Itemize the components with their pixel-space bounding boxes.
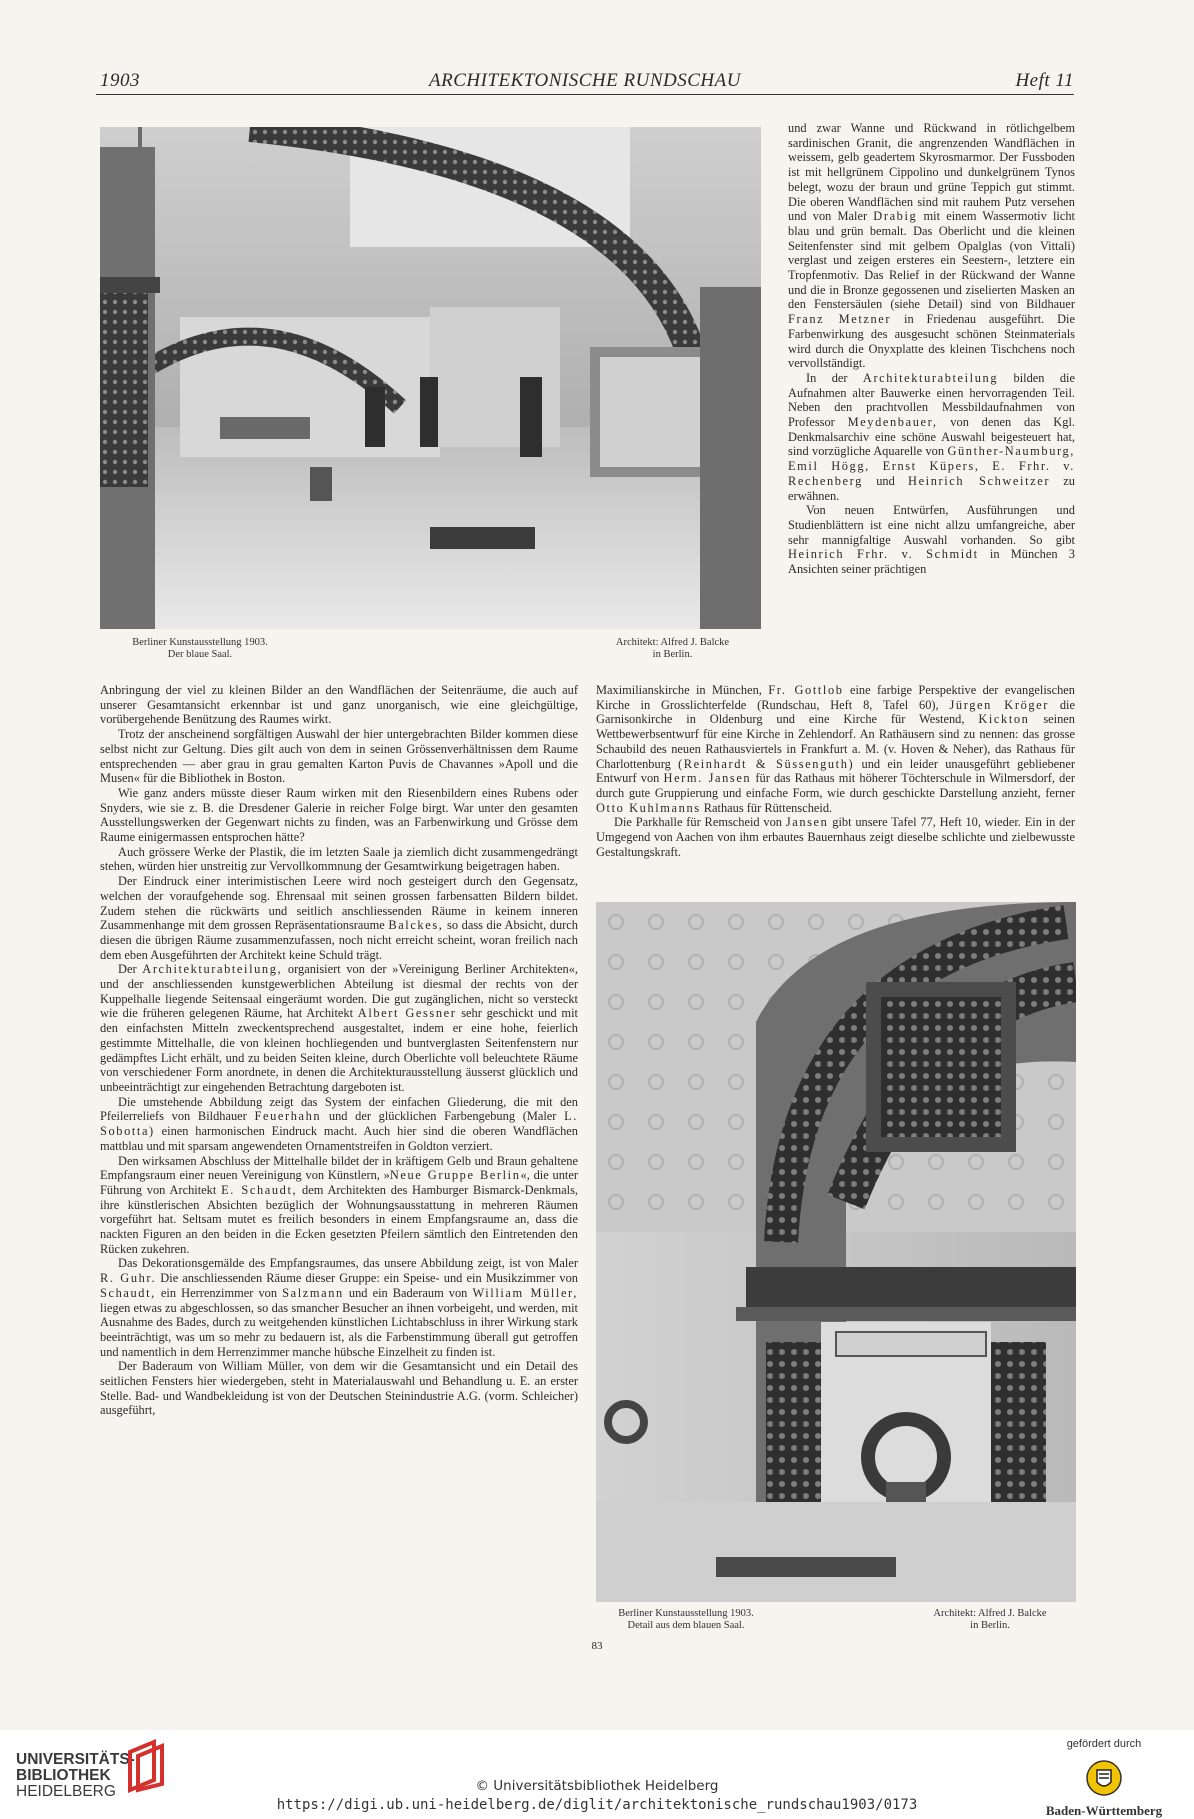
name-run: Balckes, — [388, 918, 444, 933]
text-run: in Friedenau ausgeführt. Die Farbenwirkung des ausgesucht schönen Steinmaterials wird durch die Onyxplatte des kleinen Tischchens noch vervollständigt. — [788, 312, 1076, 371]
text-run: Maximilianskirche in München, — [596, 683, 762, 697]
text-run: Die anschliessenden Räume dieser Gruppe: ein Speise- und ein Musikzimmer von — [160, 1271, 578, 1286]
paragraph: Anbringung der viel zu kleinen Bilder an den Wandflächen der Seitenräume, die auch auf unserer Gesamtansicht erkennbar ist und ganz unorganisch, wie eine gleichgültige, vorübergehende Benützung des Raumes wirkt. — [100, 683, 578, 727]
name-run: Architekturabteilung, — [142, 962, 283, 977]
text-run: zu erwähnen. — [788, 473, 1075, 503]
text-run: liegen etwas zu abgeschlossen, so das smancher Besucher an ihnen vorbeigeht, und werden, mit Ausnahme des Bades, durch zu weitgehenden künstlichen Lichtabschluss in ihrer Wirkung stark beeinträchtigt, was um so mehr zu bedauern ist, als die Farbenstimmung überall gut getroffen und namentlich in dem Herrenzimmer manche hübsche Einzelheit zu finden ist. — [100, 1300, 578, 1359]
caption-line: Architekt: Alfred J. Balcke — [615, 637, 730, 648]
figure2-caption-right — [905, 1608, 1075, 1632]
paragraph — [100, 1256, 578, 1359]
photo-blue-hall — [100, 127, 761, 629]
text-run: und ein leider unausgeführt gebliebener Entwurf von — [596, 756, 1075, 786]
right-column-text — [788, 121, 1075, 577]
text-run: so dass die Absicht, durch diesen die übrigen Räume zusammenzufassen, noch nicht erreicht scheint, woran freilich nach dem eben Ausgeführten der Architekt keine Schuld trägt. — [100, 918, 578, 962]
name-run: E. Schaudt, — [221, 1182, 298, 1197]
funded-by-label: gefördert durch — [1066, 1738, 1142, 1750]
text-run: Das Dekorationsgemälde des Empfangsraumes, das unsere Abbildung zeigt, ist von Maler — [118, 1256, 578, 1271]
text-run: seinen Wettbewerbsentwurf für eine Kirche in Zehlendorf. An Rathäusern sind zu nennen: das grosse Schaubild des neuen Rathausviertels in Frankfurt a. M. (v. Hoven & Neher), das Rathaus für Charlottenburg — [596, 712, 1075, 771]
library-line: BIBLIOTHEK — [16, 1767, 111, 1784]
name-run: Franz Metzner — [788, 312, 892, 327]
paragraph — [788, 121, 1075, 371]
paragraph — [788, 503, 1075, 577]
text-run: eine farbige Perspektive der evangelischen Kirche in Grosslichterfelde (Rundschau, Heft 8, Tafel 60), — [596, 683, 1075, 712]
text-run: organisiert von der »Vereinigung Berliner Architekten«, und der anschliessenden kunstgewerblichen Abteilung ist diesmal der rechts von der Kuppelhalle liegende Seitensaal eingeräumt worden. Die gut zugänglichen, nicht so versteckt wie die früheren gelegenen Räume, hat Architekt — [100, 962, 578, 1021]
text-run: Der Eindruck einer interimistischen Leere wird noch gesteigert durch den Gegensatz, welchen der voraufgehende sog. Ehrensaal mit seinen grossen farbensatten Bildern bildet. Zudem stehen die rückwärts und seitlich anschliessenden Räume in keinem inneren Zusammenhange mit dem grossen Repräsentationsraume — [100, 874, 578, 933]
name-run: Drabig — [873, 209, 918, 224]
name-run: Heinrich Frhr. v. Schmidt — [788, 547, 979, 562]
text-run: sehr geschickt und mit den einfachsten Mitteln zweckentsprechend ausgestaltet, indem er eine hohe, feierlich gestimmte Mittelhalle, die von kleinen hochliegenden und buntverglasten Seitenfenstern nur gedämpftes Licht erhält, und zu beiden Seiten kleine, durch Oberlichte voll beleuchtete Räume von verschiedener Form anordnete, in denen die Architekturausstellung äusserst glücklich und unbeeinträchtigt zur eingehenden Betrachtung dargeboten ist. — [100, 1006, 578, 1094]
copyright-notice: © Universitätsbibliothek Heidelberg — [475, 1778, 719, 1794]
caption-line: in Berlin. — [970, 1620, 1010, 1631]
text-run: Den wirksamen Abschluss der Mittelhalle bildet der in kräftigem Gelb und Braun gehaltene Empfangsraum einer neuen Vereinigung von Künstlern, » — [100, 1153, 578, 1183]
text-run: in München 3 Ansichten seiner prächtigen — [788, 547, 1075, 577]
paragraph — [100, 1154, 578, 1257]
name-run: Meydenbauer, — [847, 415, 938, 430]
text-run: Von neuen Entwürfen, Ausführungen und Studienblättern ist eine nicht allzu umfangreiche, aber sehr mannigfaltige Auswahl vorhanden. So gibt — [788, 503, 1075, 547]
page-number: 83 — [591, 1640, 603, 1652]
text-run: einen harmonischen Eindruck macht. Auch hier sind die oberen Wandflächen mattblau und mit sparsam angewendeten Ornamentstreifen in Goldton verziert. — [100, 1124, 578, 1153]
right-wide-text — [596, 683, 1075, 859]
header-issue: Heft 11 — [1015, 70, 1074, 91]
funder-logo[interactable] — [1034, 1738, 1174, 1819]
name-run: Otto Kuhlmanns — [596, 800, 701, 815]
name-run: William Müller, — [472, 1285, 578, 1300]
paragraph: Der Baderaum von William Müller, von dem wir die Gesamtansicht und ein Detail des seitlichen Fensters hier wiedergeben, steht in Materialauswahl und Behandlung u. E. an erster Stelle. Bad- und Wandbekleidung ist von der Deutschen Steinindustrie A.G. (vorm. Schleicher) ausgeführt, — [100, 1359, 578, 1418]
header-year: 1903 — [100, 70, 140, 91]
text-run: ein Herrenzimmer von — [160, 1285, 278, 1300]
figure2-caption-left — [596, 1608, 776, 1632]
caption-line: Architekt: Alfred J. Balcke — [933, 1608, 1047, 1619]
text-run: gibt unsere Tafel 77, Heft 10, wieder. Ein in der Umgegend von Aachen von ihm erbautes Bauernhaus zeigt dieselbe schlichte und zielbewusste Gestaltungskraft. — [596, 815, 1075, 859]
paragraph — [788, 371, 1075, 503]
photo-blue-hall-detail-image — [596, 902, 1076, 1602]
name-run: R. Guhr. — [100, 1271, 157, 1286]
text-run: die Garnisonkirche in Oldenburg und eine Kirche für Westend, — [596, 697, 1075, 727]
text-run: für das Rathaus mit höherer Töchterschule in Wilmersdorf, der durch gute Gruppierung und einfache Form, wie durch geschickte Darstellung anzieht, ferner — [596, 771, 1075, 800]
name-run: Günther-Naumburg, Emil Högg, Ernst Küpers, E. Frhr. v. Rechenberg — [788, 444, 1075, 488]
text-run: mit einem Wassermotiv licht blau und grün bemalt. Das Oberlicht und die kleinen Seitenfenster sind mit gelbem Opalglas (von Vittali) verglast und zeigen ersteres ein Seestern-, letztere ein Tropfenmotiv. Das Relief in der Rückwand der Wanne und die in Bronze gegossenen und ziselierten Masken an den Fenstersäulen (siehe Detail) sind von Bildhauer — [788, 209, 1076, 312]
figure1-caption-left — [100, 637, 300, 661]
text-run: Die Parkhalle für Remscheid von — [614, 815, 782, 830]
text-run: bilden die Aufnahmen alter Bauwerke einen hervorragenden Teil. Neben den prachtvollen Messbildaufnahmen von Professor — [788, 370, 1075, 430]
paragraph: Trotz der anscheinend sorgfältigen Auswahl der hier untergebrachten Bilder kommen diese selbst nicht zur Geltung. Dies gilt auch von dem in seinen Grössenverhältnissen dem Raume entsprechenden — aber grau in grau gemalten Karton Puvis de Chavannes »Apoll und die Musen« für die Bibliothek in Boston. — [100, 727, 578, 786]
name-run: Albert Gessner — [357, 1006, 457, 1021]
name-run: Fr. Gottlob — [768, 683, 844, 697]
text-run: und zwar Wanne und Rückwand in rötlichgelbem sardinischen Granit, die angrenzenden Wandflächen in weissem, gelb geadertem Skyrosmarmor. Der Fussboden ist mit hellgrünem Cippolino und dunkelgrünem Tynos belegt, wozu der braun und grüne Teppich gut stimmt. Die oberen Wandflächen sind mit rauhem Putz versehen und von Maler — [788, 121, 1075, 224]
name-run: (Reinhardt & Süssenguth) — [678, 756, 855, 771]
name-run: Jürgen Kröger — [949, 697, 1050, 712]
paragraph — [100, 1095, 578, 1154]
paragraph — [596, 683, 1075, 815]
library-line: HEIDELBERG — [16, 1783, 116, 1800]
funder-name: Baden-Württemberg — [1045, 1803, 1163, 1818]
name-run: Jansen — [785, 815, 829, 830]
name-run: Neue Gruppe Berlin — [389, 1168, 521, 1183]
paragraph — [100, 874, 578, 962]
text-run: Die umstehende Abbildung zeigt das System der einfachen Gliederung, die mit den Pfeilerreliefs von Bildhauer — [100, 1094, 578, 1124]
name-run: L. Sobotta) — [100, 1109, 578, 1139]
text-run: Rathaus für Rüttenscheid. — [703, 800, 833, 815]
name-run: Feuerhahn — [254, 1109, 322, 1124]
text-run: von denen das Kgl. Denkmalsarchiv eine schöne Auswahl beigesteuert hat, sind vorzügliche Aquarelle von — [788, 415, 1075, 459]
paragraph — [596, 815, 1075, 859]
photo-blue-hall-image — [100, 127, 761, 629]
name-run: Salzmann — [282, 1285, 344, 1300]
name-run: Herm. Jansen — [663, 771, 752, 786]
paragraph: Wie ganz anders müsste dieser Raum wirken mit den Riesenbildern eines Rubens oder Snyders, wie sie z. B. die Dresdener Galerie in reicher Folge birgt. War unter den gesamten Ausstellungswerken der Gegenwart nichts zu finden, was an Farbenwirkung und Grösse dem Raume einigermassen entsprochen hätte? — [100, 785, 578, 845]
text-run: und ein Baderaum von — [348, 1285, 468, 1300]
paragraph — [100, 962, 578, 1094]
left-column-text — [100, 683, 578, 1418]
name-run: Schaudt, — [100, 1285, 156, 1300]
photo-blue-hall-detail — [596, 902, 1076, 1602]
paragraph: Auch grössere Werke der Plastik, die im letzten Saale ja ziemlich dicht zusammengedrängt stehen, würden hier unstreitig zur Vervollkommnung der Gesamtwirkung beigetragen haben. — [100, 844, 578, 874]
header-rule — [96, 94, 1074, 95]
text-run: dem Architekten des Hamburger Bismarck-Denkmals, ihre künstlerischen Absichten bezüglich der Wohnungsausstattung in mehreren Räumen vorgeführt hat. Seltsam mutet es freilich besonders in einem Empfangsraume an, dass die nackten Figuren an den beiden in die Ecken gesetzten Pfeilern sämtlich den Eintretenden den Rücken zukehren. — [100, 1182, 579, 1256]
figure1-caption-right — [585, 637, 760, 661]
name-run: Architekturabteilung — [862, 370, 999, 385]
text-run: und der glücklichen Farbengebung (Maler — [328, 1109, 557, 1124]
library-line: UNIVERSITÄTS- — [16, 1751, 135, 1768]
text-run: In der — [806, 370, 848, 385]
header-title: ARCHITEKTONISCHE RUNDSCHAU — [429, 70, 741, 91]
caption-line: Detail aus dem blauen Saal. — [627, 1620, 745, 1631]
caption-line: in Berlin. — [652, 649, 693, 660]
coat-of-arms-icon — [1084, 1758, 1124, 1798]
text-run: und — [876, 473, 895, 488]
name-run: Kickton — [978, 712, 1030, 727]
caption-line: Der blaue Saal. — [167, 649, 233, 660]
text-run: «, die unter Führung von Architekt — [100, 1168, 578, 1197]
caption-line: Berliner Kunstausstellung 1903. — [618, 1608, 754, 1619]
permalink-url[interactable]: https://digi.ub.uni-heidelberg.de/diglit/architektonische_rundschau1903/0173 — [276, 1797, 918, 1813]
text-run: Der — [118, 962, 137, 977]
name-run: Heinrich Schweitzer — [908, 473, 1051, 488]
caption-line: Berliner Kunstausstellung 1903. — [132, 637, 268, 648]
